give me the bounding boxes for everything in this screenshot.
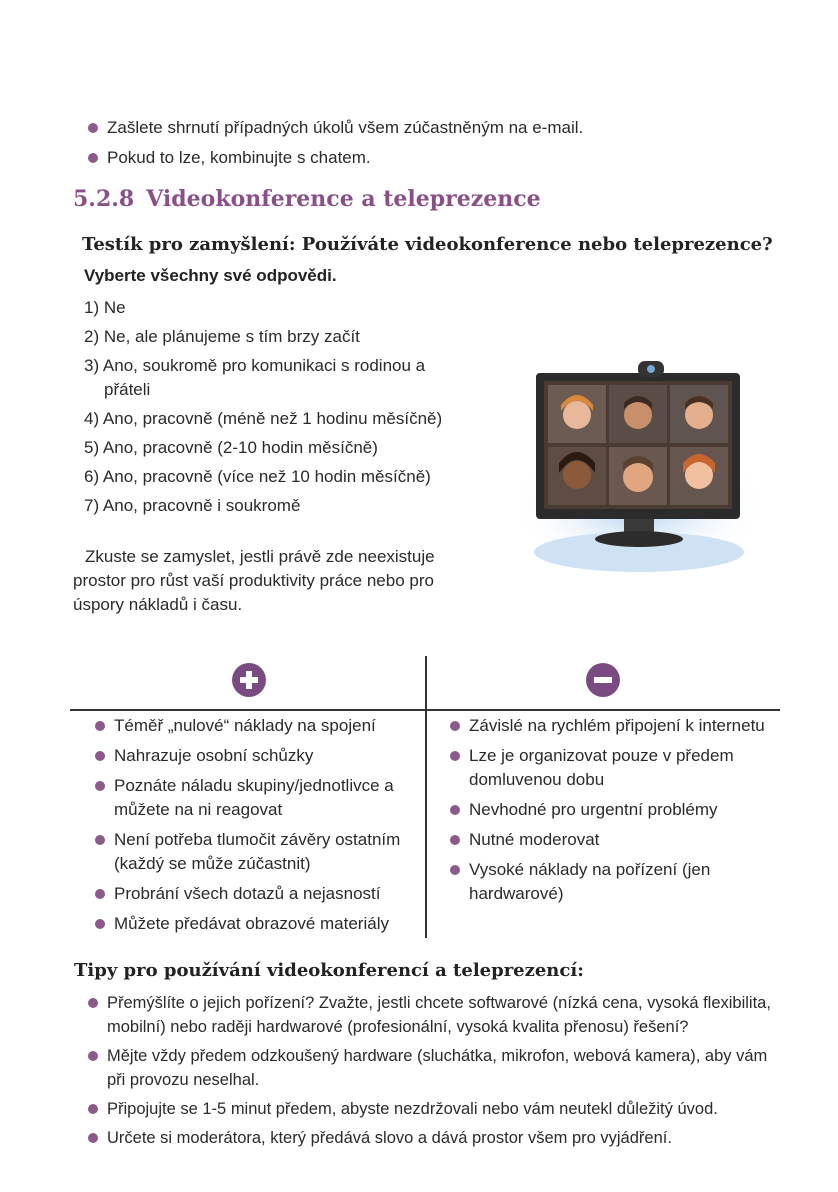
- bullet-icon: [95, 889, 105, 899]
- bullet-icon: [88, 1104, 98, 1114]
- bullet-icon: [95, 919, 105, 929]
- list-item: [92, 744, 422, 768]
- list-item: [92, 882, 422, 906]
- quiz-option[interactable]: 5) Ano, pracovně (2-10 hodin měsíčně): [84, 438, 378, 457]
- bullet-icon: [88, 1051, 98, 1061]
- list-item: [447, 828, 777, 852]
- video-conference-monitor-icon: [508, 355, 770, 580]
- cons-list: [447, 714, 777, 912]
- quiz-option[interactable]: 7) Ano, pracovně i soukromě: [84, 496, 301, 515]
- intro-bullet-list: [85, 116, 785, 176]
- list-item-text: Není potřeba tlumočit závěry ostatním (každý se může zúčastnit): [114, 830, 401, 873]
- list-item: [447, 798, 777, 822]
- list-item-text: Závislé na rychlém připojení k internetu: [469, 716, 765, 735]
- list-item-text: Určete si moderátora, který předává slovo a dává prostor všem pro vyjádření.: [107, 1129, 672, 1147]
- tips-heading: Tipy pro používání videokonferencí a teleprezencí:: [74, 960, 584, 981]
- table-divider-horizontal: [70, 709, 780, 711]
- bullet-icon: [95, 835, 105, 845]
- pros-list: [92, 714, 422, 942]
- bullet-icon: [450, 805, 460, 815]
- list-item-text: Téměř „nulové“ náklady na spojení: [114, 716, 376, 735]
- tips-list: [85, 991, 790, 1155]
- list-item: [85, 1126, 790, 1150]
- list-item-text: Lze je organizovat pouze v předem domluvenou dobu: [469, 746, 734, 789]
- section-number: 5.2.8: [73, 186, 135, 212]
- list-item: [447, 744, 777, 792]
- list-item-text: Pokud to lze, kombinujte s chatem.: [107, 148, 371, 167]
- list-item: [85, 1044, 790, 1092]
- list-item-text: Vysoké náklady na pořízení (jen hardwarové): [469, 860, 711, 903]
- list-item: [92, 714, 422, 738]
- bullet-icon: [88, 153, 98, 163]
- bullet-icon: [450, 721, 460, 731]
- minus-circle-icon: [586, 663, 620, 697]
- bullet-icon: [88, 123, 98, 133]
- list-item-text: Zašlete shrnutí případných úkolů všem zúčastněným na e-mail.: [107, 118, 584, 137]
- list-item: [85, 146, 785, 170]
- list-item: [92, 912, 422, 936]
- bullet-icon: [95, 781, 105, 791]
- bullet-icon: [88, 998, 98, 1008]
- plus-circle-icon: [232, 663, 266, 697]
- list-item-text: Připojujte se 1-5 minut předem, abyste nezdržovali nebo vám neutekl důležitý úvod.: [107, 1100, 718, 1118]
- list-item-text: Můžete předávat obrazové materiály: [114, 914, 389, 933]
- reflection-paragraph: Zkuste se zamyslet, jestli právě zde neexistuje prostor pro růst vaší produktivity práce nebo pro úspory nákladů i času.: [73, 547, 435, 614]
- list-item: [85, 116, 785, 140]
- list-item-text: Přemýšlíte o jejich pořízení? Zvažte, jestli chcete softwarové (nízká cena, vysoká flexibilita, mobilní) nebo raději hardwarové (profesionální, vysoká kvalita přenosu) řešení?: [107, 994, 771, 1036]
- bullet-icon: [88, 1133, 98, 1143]
- bullet-icon: [450, 865, 460, 875]
- list-item-text: Nutné moderovat: [469, 830, 600, 849]
- list-item: [92, 774, 422, 822]
- list-item: [447, 858, 777, 906]
- list-item: [85, 991, 790, 1039]
- bullet-icon: [95, 721, 105, 731]
- list-item-text: Nahrazuje osobní schůzky: [114, 746, 314, 765]
- section-heading: [73, 186, 541, 212]
- list-item: [92, 828, 422, 876]
- quiz-option[interactable]: 2) Ne, ale plánujeme s tím brzy začít: [84, 327, 360, 346]
- table-divider-vertical: [425, 656, 427, 938]
- quiz-title: Testík pro zamyšlení: Používáte videokonference nebo teleprezence?: [82, 234, 773, 255]
- list-item-text: Mějte vždy předem odzkoušený hardware (sluchátka, mikrofon, webová kamera), aby vám při provozu neselhal.: [107, 1047, 768, 1089]
- list-item: [85, 1097, 790, 1121]
- section-title: Videokonference a teleprezence: [146, 186, 541, 212]
- bullet-icon: [450, 751, 460, 761]
- list-item-text: Probrání všech dotazů a nejasností: [114, 884, 381, 903]
- quiz-options: [84, 296, 474, 523]
- quiz-option[interactable]: 4) Ano, pracovně (méně než 1 hodinu měsíčně): [84, 409, 443, 428]
- list-item: [447, 714, 777, 738]
- list-item-text: Nevhodné pro urgentní problémy: [469, 800, 718, 819]
- list-item-text: Poznáte náladu skupiny/jednotlivce a můžete na ni reagovat: [114, 776, 394, 819]
- bullet-icon: [95, 751, 105, 761]
- quiz-option[interactable]: 3) Ano, soukromě pro komunikaci s rodinou a přáteli: [84, 356, 426, 399]
- quiz-instruction: Vyberte všechny své odpovědi.: [84, 266, 337, 285]
- quiz-option[interactable]: 1) Ne: [84, 298, 126, 317]
- bullet-icon: [450, 835, 460, 845]
- quiz-option[interactable]: 6) Ano, pracovně (více než 10 hodin měsíčně): [84, 467, 431, 486]
